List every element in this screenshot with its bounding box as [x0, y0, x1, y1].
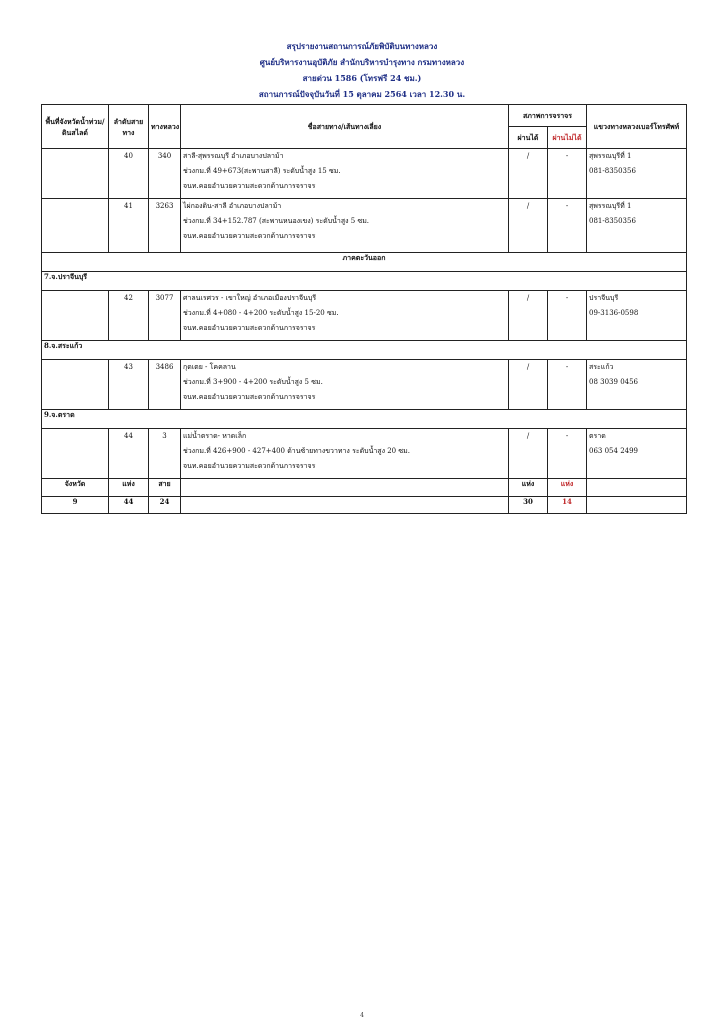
- totals-places: 44: [109, 497, 149, 514]
- order-cell: 42: [109, 291, 149, 341]
- route-flood-detail: ช่วงกม.ที่ 34+152.787 (สะพานหนองเขง) ระดับน้ำสูง 5 ซม.: [183, 217, 370, 225]
- route-note: จนท.คอยอำนวยความสะดวกด้านการจราจร: [183, 324, 316, 332]
- route-detail-cell: [181, 199, 509, 253]
- report-header: [0, 38, 724, 102]
- order-cell: 44: [109, 429, 149, 479]
- route-cell: 340: [149, 149, 181, 199]
- totals-spacer: [587, 479, 687, 497]
- province-label: 9.จ.ตราด: [42, 410, 687, 429]
- area-cell: [42, 360, 109, 410]
- passable-cell: /: [509, 149, 548, 199]
- totals-spacer: [181, 497, 509, 514]
- route-detail-cell: [181, 291, 509, 341]
- area-cell: [42, 149, 109, 199]
- province-row: [42, 272, 687, 291]
- col-route: ทางหลวง: [149, 105, 181, 149]
- route-flood-detail: ช่วงกม.ที่ 3+900 - 4+200 ระดับน้ำสูง 5 ซม.: [183, 378, 323, 386]
- totals-routes: 24: [149, 497, 181, 514]
- impassable-cell: -: [548, 429, 587, 479]
- totals-routes-label: สาย: [149, 479, 181, 497]
- report-datetime: สถานการณ์ปัจจุบันวันที่ 15 ตุลาคม 2564 เวลา 12.30 น.: [258, 89, 466, 99]
- route-note: จนท.คอยอำนวยความสะดวกด้านการจราจร: [183, 462, 316, 470]
- passable-cell: /: [509, 199, 548, 253]
- route-cell: 3263: [149, 199, 181, 253]
- order-cell: 40: [109, 149, 149, 199]
- region-row: [42, 253, 687, 272]
- route-note: จนท.คอยอำนวยความสะดวกด้านการจราจร: [183, 393, 316, 401]
- area-cell: [42, 429, 109, 479]
- situation-table: [41, 104, 687, 514]
- impassable-cell: -: [548, 360, 587, 410]
- office-name: ตราด: [589, 432, 606, 440]
- office-cell: [587, 199, 687, 253]
- route-name: ศาลนเรศวร - เขาใหญ่ อำเภอเมืองปราจีนบุรี: [183, 294, 317, 302]
- report-hotline: สายด่วน 1586 (โทรฟรี 24 ชม.): [302, 73, 422, 83]
- region-east-label: ภาคตะวันออก: [42, 253, 687, 272]
- col-impassable: ผ่านไม่ได้: [548, 127, 587, 149]
- route-flood-detail: ช่วงกม.ที่ 4+080 - 4+200 ระดับน้ำสูง 15-20 ซม.: [183, 309, 339, 317]
- office-phone: 063 054 2499: [589, 447, 639, 455]
- impassable-cell: -: [548, 199, 587, 253]
- office-cell: [587, 429, 687, 479]
- col-order: ลำดับสายทาง: [109, 105, 149, 149]
- passable-cell: /: [509, 429, 548, 479]
- province-row: [42, 410, 687, 429]
- province-label: 7.จ.ปราจีนบุรี: [42, 272, 687, 291]
- col-name: ชื่อสายทาง/เส้นทางเลี่ยง: [181, 105, 509, 149]
- totals-row: [42, 497, 687, 514]
- route-name: แม่น้ำตราด- หาดเล็ก: [183, 432, 247, 440]
- office-cell: [587, 360, 687, 410]
- route-name: ไผ่กองดิน-สาลี อำเภอบางปลาม้า: [183, 202, 282, 210]
- order-cell: 41: [109, 199, 149, 253]
- office-name: สุพรรณบุรีที่ 1: [589, 152, 632, 160]
- table-row: [42, 360, 687, 410]
- route-detail-cell: [181, 149, 509, 199]
- route-cell: 3486: [149, 360, 181, 410]
- report-department: ศูนย์บริหารงานอุบัติภัย สำนักบริหารบำรุงทาง กรมทางหลวง: [259, 57, 465, 67]
- province-row: [42, 341, 687, 360]
- col-office: แขวงทางหลวงเบอร์โทรศัพท์: [587, 105, 687, 149]
- province-label: 8.จ.สระแก้ว: [42, 341, 687, 360]
- order-cell: 43: [109, 360, 149, 410]
- route-detail-cell: [181, 429, 509, 479]
- route-cell: 3: [149, 429, 181, 479]
- office-phone: 09-3136-0598: [589, 309, 639, 317]
- office-cell: [587, 291, 687, 341]
- office-phone: 08 3039 0456: [589, 378, 639, 386]
- impassable-cell: -: [548, 291, 587, 341]
- route-name: สาลี-สุพรรณบุรี อำเภอบางปลาม้า: [183, 152, 284, 160]
- totals-impassable: 14: [548, 497, 587, 514]
- totals-spacer: [181, 479, 509, 497]
- route-detail-cell: [181, 360, 509, 410]
- totals-passable-label: แห่ง: [509, 479, 548, 497]
- route-flood-detail: ช่วงกม.ที่ 426+900 - 427+400 ด้านซ้ายทางขวาทาง ระดับน้ำสูง 20 ซม.: [183, 447, 410, 455]
- passable-cell: /: [509, 360, 548, 410]
- totals-impassable-label: แห่ง: [548, 479, 587, 497]
- totals-provinces: 9: [42, 497, 109, 514]
- totals-header-row: [42, 479, 687, 497]
- table-row: [42, 149, 687, 199]
- office-name: ปราจีนบุรี: [589, 294, 619, 302]
- passable-cell: /: [509, 291, 548, 341]
- totals-spacer: [587, 497, 687, 514]
- route-note: จนท.คอยอำนวยความสะดวกด้านการจราจร: [183, 232, 316, 240]
- office-cell: [587, 149, 687, 199]
- report-title: สรุปรายงานสถานการณ์ภัยพิบัติบนทางหลวง: [286, 41, 438, 51]
- route-note: จนท.คอยอำนวยความสะดวกด้านการจราจร: [183, 182, 316, 190]
- page-number: 4: [360, 1012, 364, 1019]
- office-phone: 081-8350356: [589, 217, 636, 225]
- table-row: [42, 199, 687, 253]
- route-cell: 3077: [149, 291, 181, 341]
- totals-places-label: แห่ง: [109, 479, 149, 497]
- col-area: พื้นที่จังหวัดน้ำท่วม/ดินสไลด์: [42, 105, 109, 149]
- totals-passable: 30: [509, 497, 548, 514]
- office-name: สระแก้ว: [589, 363, 614, 371]
- totals-provinces-label: จังหวัด: [42, 479, 109, 497]
- area-cell: [42, 291, 109, 341]
- route-name: กุดเตย - โคคลาน: [183, 363, 236, 371]
- col-status: สภาพการจราจร: [509, 105, 587, 127]
- table-row: [42, 291, 687, 341]
- col-passable: ผ่านได้: [509, 127, 548, 149]
- table-row: [42, 429, 687, 479]
- office-name: สุพรรณบุรีที่ 1: [589, 202, 632, 210]
- route-flood-detail: ช่วงกม.ที่ 49+673(สะพานสาลี) ระดับน้ำสูง 15 ซม.: [183, 167, 341, 175]
- area-cell: [42, 199, 109, 253]
- impassable-cell: -: [548, 149, 587, 199]
- office-phone: 081-8350356: [589, 167, 636, 175]
